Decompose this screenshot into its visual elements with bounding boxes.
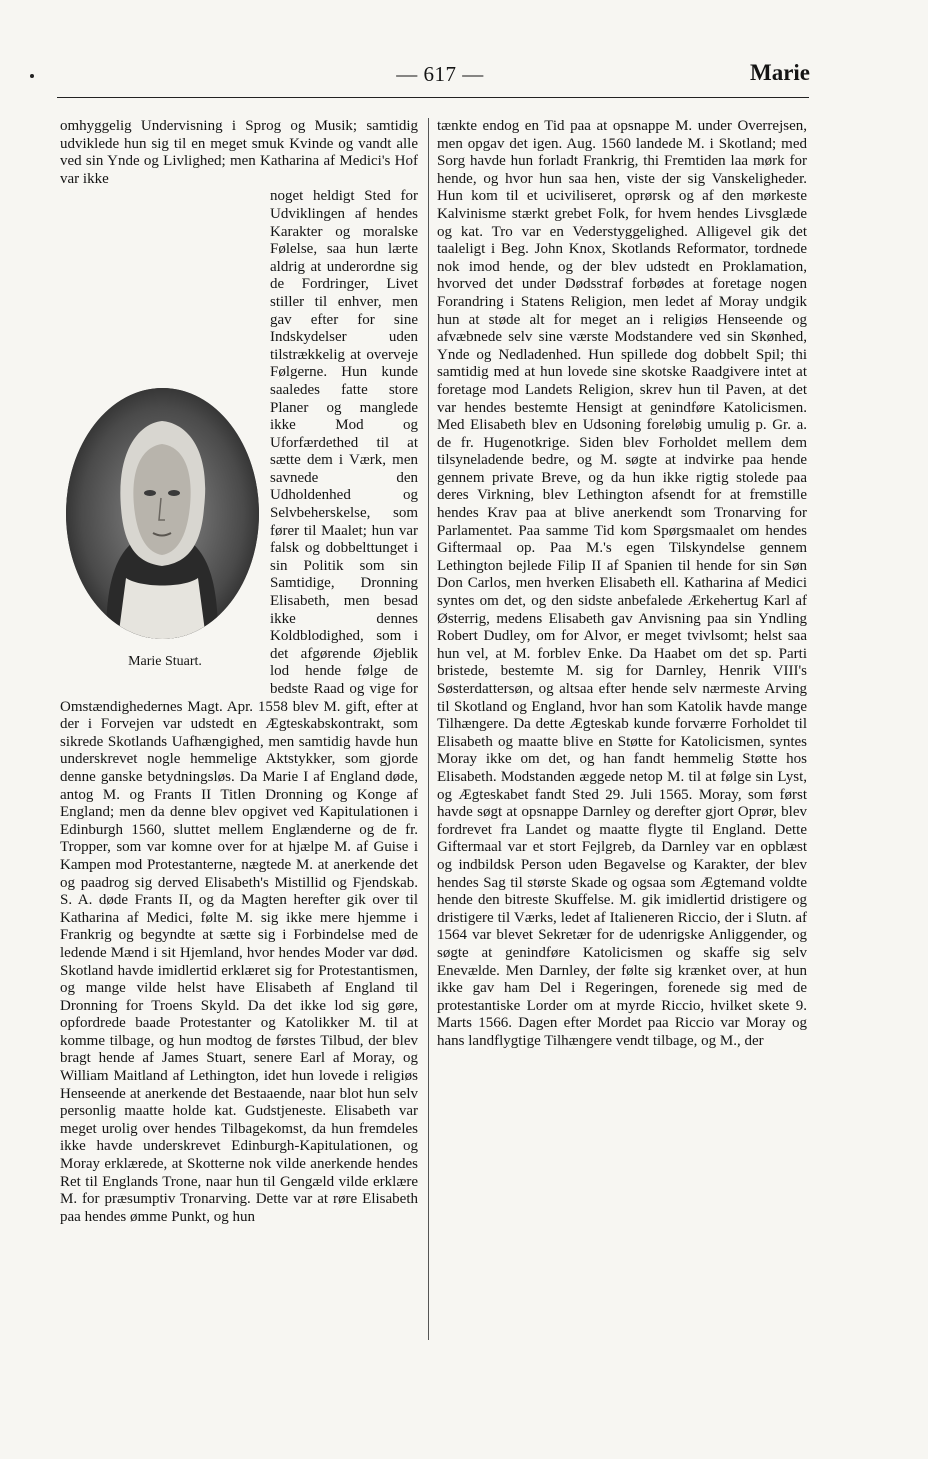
portrait-image <box>66 388 259 639</box>
portrait-figure <box>60 258 270 685</box>
header-rule <box>57 97 809 98</box>
right-column <box>437 118 807 1050</box>
left-column-lead: omhyggelig Undervisning i Sprog og Musik; samtidig udviklede hun sig til en meget smuk Kvinde og vandt alle ved sin Ynde og Livlighed; men Katharina af Medici's Hof var ikke <box>60 118 418 187</box>
column-divider <box>428 118 429 1340</box>
left-column <box>60 118 418 1226</box>
portrait-caption: Marie Stuart. <box>128 654 202 670</box>
page-number: — 617 — <box>396 62 484 86</box>
portrait-drawing <box>66 388 259 639</box>
margin-dot <box>30 74 34 78</box>
right-column-body: tænkte endog en Tid paa at opsnappe M. under Overrejsen, men opgav det igen. Aug. 1560 landede M. i Skotland; med Sorg havde hun forladt Frankrig, thi Fremtiden laa mørk for hende, og hvor hun saa hen, viste der sig Vanskeligheder. Hun kom til et uciviliseret, oprørsk og af den mørkeste Kalvinisme stærkt grebet Folk, for hvem hendes Livsglæde og kat. Tro var en Vederstyggelighed. Alligevel gik det taaleligt i Beg. John Knox, Skotlands Reformator, tordnede nok imod hende, og der blev udstedt en Proklamation, hvorved det under Dødsstraf forbødes at foretage nogen Forandring i Statens Religion, men ledet af Moray undgik hun at støde alt for meget an i religiøs Henseende og afvæbnede selv sine værste Modstandere ved sin Skønhed, Ynde og Nedladenhed. Hun spillede dog dobbelt Spil; thi samtidig med at hun lovede sine skotske Raadgivere intet at foretage mod Landets Religion, skrev hun til Paven, at det var hendes bestemte Hensigt at genindføre Katolicismen. Med Elisabeth blev en Udsoning foreløbig umulig p. Gr. a. de fr. Hugenotkrige. Siden blev Forholdet mellem dem tilsyneladende bedre, og M. søgte at indvirke paa hende gennem private Breve, og da hun ikke rigtig stolede paa deres Virkning, blev Lethington afsendt for at fremstille hendes Krav paa at blive anerkendt som Tronarving for Parlamentet. Paa samme Tid kom Spørgsmaalet om hendes Giftermaal op. Paa M.'s egen Tilskyndelse gennem Lethington bejlede Filip II af Spanien til hende for sin Søn Don Carlos, men hverken Elisabeth ell. Katharina af Medici syntes om det, og den sidste anbefalede Ærkehertug Karl af Østerrig, medens Elisabeth gav Anvisning paa sin Yndling Robert Dudley, om for Alvor, er meget tvivlsomt; helst saa hun vel, at M. forblev Enke. Da Haabet om det sp. Parti bristede, bestemte M. sig for Darnley, Henrik VIII's Søsterdattersøn, og altsaa efter hende selv nærmeste Arving til Skotland og England, hvor han som Katolik havde mange Tilhængere. Da dette Ægteskab kunde forværre Forholdet til Elisabeth og maatte blive en Støtte for Katolicismen, syntes Moray ikke om det, og han fandt hemmelig Støtte hos Elisabeth. Modstanden æggede netop M. til at følge sin Lyst, og Ægteskabet fandt Sted 29. Juli 1565. Moray, som først havde søgt at opsnappe Darnley og derefter gjort Oprør, blev fordrevet fra Landet og maatte flygte til England. Dette Giftermaal var et stort Fejlgreb, da Darnley var en opblæst og indbildsk Person uden Begavelse og Karakter, der blev hendes Sag til største Skade og ogsaa som Ægtemand voldte hende den bitreste Skuffelse. M. gik imidlertid dristigere og dristigere til Værks, ledet af Italieneren Riccio, der i Slutn. af 1564 var blevet Sekretær for de udenrigske Anliggender, og søgte at genindføre Katolicismen og skaffe sig selv Enevælde. Men Darnley, der følte sig krænket over, at hun ikke gav ham Del i Regeringen, forenede sig med de protestantiske Lorder om at myrde Riccio, hvilket skete 9. Marts 1566. Dagen efter Mordet paa Riccio var Moray og hans landflygtige Tilhængere vendt tilbage, og M., der <box>437 118 807 1049</box>
running-headword: Marie <box>749 60 810 85</box>
left-column-body: noget heldigt Sted for Udviklingen af hendes Karakter og moralske Følelse, saa hun lærte aldrig at underordne sig de Fordringer, Livet stiller til enhver, men gav efter for sine Indskydelser uden tilstrækkelig at overveje Følgerne. Hun kunde saaledes fatte store Planer og manglede ikke Mod og Uforfærdethed til at sætte dem i Værk, men savnede den Udholdenhed og Selvbeherskelse, som fører til Maalet; hun var falsk og dobbelttunget i sin Politik som sin Samtidige, Dronning Elisabeth, men besad ikke dennes Koldblodighed, som i det afgørende Øjeblik lod hende følge de bedste Raad og vige for Omstændighedernes Magt. Apr. 1558 blev M. gift, efter at der i Forvejen var udstedt en Ægteskabskontrakt, som sikrede Skotlands Uafhængighed, men samtidig havde hun underskrevet nogle hemmelige Aktstykker, som gjorde denne ganske betydningsløs. Da Marie I af England døde, antog M. og Frants II Titlen Dronning og Konge af England; men da denne blev opgivet ved Kapitulationen i Edinburgh 1560, sluttet mellem Englænderne og de fr. Tropper, som var komne over for at hjælpe M. af Guise i Kampen mod Protestanterne, nægtede M. at anerkende det og paadrog sig derved Elisabeth's Mistillid og Fjendskab. S. A. døde Frants II, og da Magten herefter gik over til Katharina af Medici, følte M. sig ikke mere hjemme i Frankrig og begyndte at sætte sig i Forbindelse med de ledende Mænd i sit Hjemland, hvor hendes Moder var død. Skotland havde imidlertid erklæret sig for Protestantismen, og mange vilde helst have Elisabeth af England til Dronning for Troens Skyld. Da det ikke lod sig gøre, opfordrede baade Protestanter og Katolikker M. til at komme tilbage, og hun modtog de førstes Tilbud, der blev bragt hende af James Stuart, senere Earl af Moray, og William Maitland af Lethington, idet hun lovede i religiøs Henseende at anerkende det Bestaaende, naar blot hun selv personlig maatte holde kat. Gudstjeneste. Elisabeth var meget urolig over hendes Tilbagekomst, da hun fremdeles ikke havde underskrevet Edinburgh-Kapitulationen, og Moray erklærede, at Skotterne nok vilde anerkende hendes Ret til Englands Trone, naar hun til Gengæld vilde erklære M. for præsumptiv Tronarving. Dette var at røre Elisabeth paa hendes ømme Punkt, og hun <box>60 188 418 1225</box>
